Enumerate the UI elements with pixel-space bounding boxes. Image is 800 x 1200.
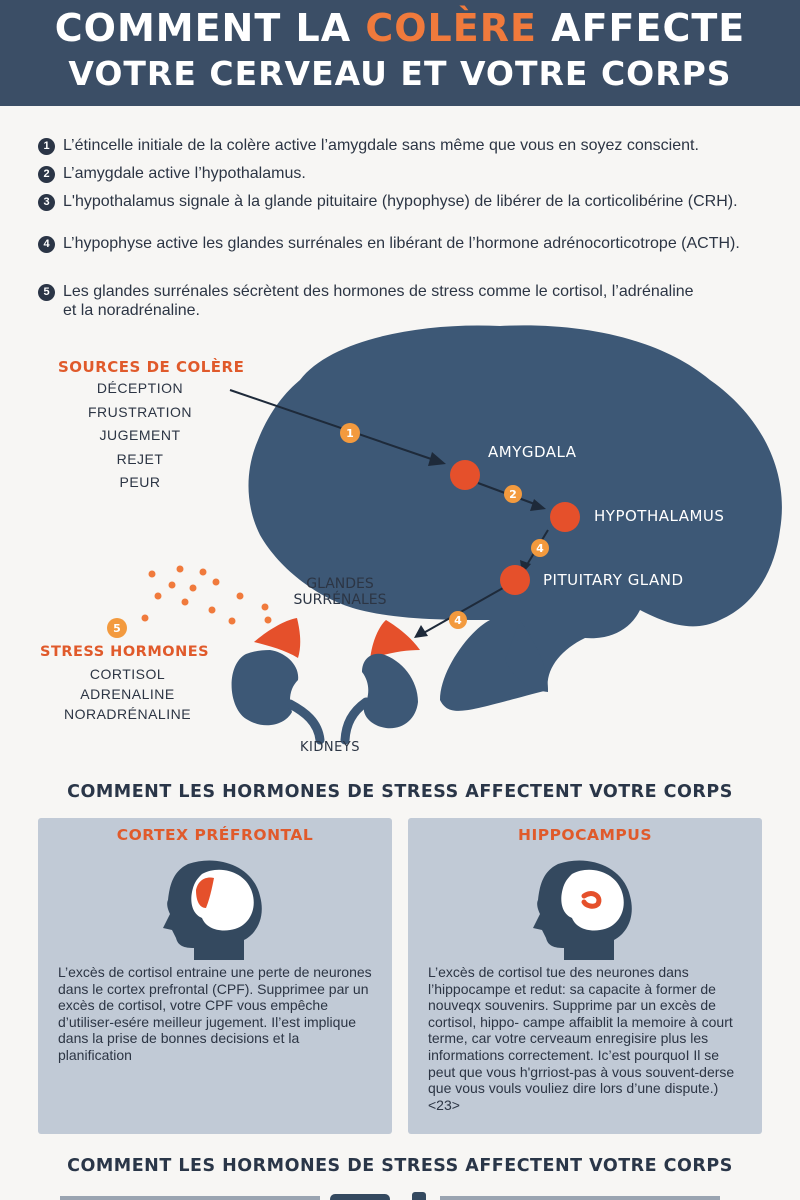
step-number: 2 [38, 166, 55, 183]
title-text: COMMENT LA [54, 6, 366, 50]
hormone-item: CORTISOL [89, 666, 166, 682]
step-number: 4 [38, 236, 55, 253]
card-title: HIPPOCAMPUS [517, 826, 653, 844]
page-title-line2: VOTRE CERVEAU ET VOTRE CORPS [68, 54, 732, 93]
card-title: CORTEX PRÉFRONTAL [116, 826, 314, 844]
card-body-text: L’excès de cortisol entraine une perte de neurones dans le cortex prefrontal (CPF). Supprimee par un excès de cortisol, votre CPF vous empêche d’utiliser-esére meilleur jugement. Il’est implique dans la prise de bonnes decisions et la planification [58, 964, 372, 1063]
section-title-2: COMMENT LES HORMONES DE STRESS AFFECTENT VOTRE CORPS [67, 1156, 733, 1176]
anger-pathway-diagram [0, 320, 800, 770]
kidneys-label: KIDNEYS [300, 740, 361, 755]
adrenal-glands-label: GLANDES SURRÉNALES [293, 576, 387, 608]
sources-title: SOURCES DE COLÈRE [58, 358, 245, 376]
hormone-dots [142, 566, 272, 625]
card-hippocampus [408, 818, 762, 1134]
anger-sources-list [70, 380, 210, 498]
source-item: FRUSTRATION [87, 403, 192, 420]
page-header [0, 0, 800, 106]
amygdala-node [450, 460, 480, 490]
cut-off-content [0, 1186, 800, 1200]
title-text-end: AFFECTE [536, 6, 746, 50]
marker-label: 4 [454, 614, 462, 627]
pituitary-node [500, 565, 530, 595]
kidney-right [362, 654, 418, 729]
step-number: 1 [38, 138, 55, 155]
marker-label: 4 [536, 542, 544, 555]
source-item: JUGEMENT [99, 427, 181, 443]
step-item [38, 164, 778, 183]
amygdala-label: AMYGDALA [488, 443, 577, 461]
step-item [38, 234, 778, 253]
step-item [38, 282, 778, 320]
step-number: 5 [38, 284, 55, 301]
ureter-left [290, 704, 320, 740]
source-item: DÉCEPTION [96, 380, 184, 396]
marker-label: 1 [346, 427, 354, 440]
step-item [38, 192, 778, 211]
title-accent: COLÈRE [365, 6, 537, 50]
card-prefrontal-cortex [38, 818, 392, 1134]
step-text: L’hypophyse active les glandes surrénales en libérant de l’hormone adrénocorticotrope (ACTH). [63, 235, 740, 252]
hypothalamus-node [550, 502, 580, 532]
card-body-text: L’excès de cortisol tue des neurones dans l’hippocampe et redut: sa capacite à former de nouveqx souvenirs. Supprime par un excès de cortisol, hippo- campe affaiblit la memoire à court terme, car votre cerveaum enregisire plus les informations correctement. Ic’est pourquoI Il se peut que vous h'grriost-pas à vous souvent-derse que vous vouls vouliez dire lors d’une dispute.) <23> [428, 964, 735, 1113]
hormone-item: ADRENALINE [80, 686, 175, 702]
step-item [38, 136, 778, 155]
step-number: 3 [38, 194, 55, 211]
step-text: L’amygdale active l’hypothalamus. [63, 165, 306, 182]
ureter-right [345, 702, 366, 740]
kidney-left [232, 650, 299, 725]
head-profile-icon [148, 856, 268, 961]
source-item: PEUR [119, 474, 161, 490]
step-text: L’étincelle initiale de la colère active l’amygdale sans même que vous en soyez conscient. [63, 137, 699, 154]
head-profile-icon [518, 856, 638, 961]
step-text: L'hypothalamus signale à la glande pituitaire (hypophyse) de libérer de la corticolibérine (CRH). [63, 193, 738, 210]
hormones-list [40, 666, 215, 726]
marker-label: 5 [113, 622, 121, 635]
section-title: COMMENT LES HORMONES DE STRESS AFFECTENT VOTRE CORPS [67, 782, 733, 802]
hypothalamus-label: HYPOTHALAMUS [594, 507, 725, 525]
marker-label: 2 [509, 488, 517, 501]
source-item: REJET [116, 450, 164, 467]
hormone-item: NORADRÉNALINE [63, 706, 192, 722]
step-text: Les glandes surrénales sécrètent des hormones de stress comme le cortisol, l’adrénaline et la noradrénaline. [63, 283, 694, 319]
pituitary-label: PITUITARY GLAND [543, 571, 684, 589]
page-title-line1 [0, 6, 800, 50]
stress-hormones-title: STRESS HORMONES [40, 644, 210, 660]
